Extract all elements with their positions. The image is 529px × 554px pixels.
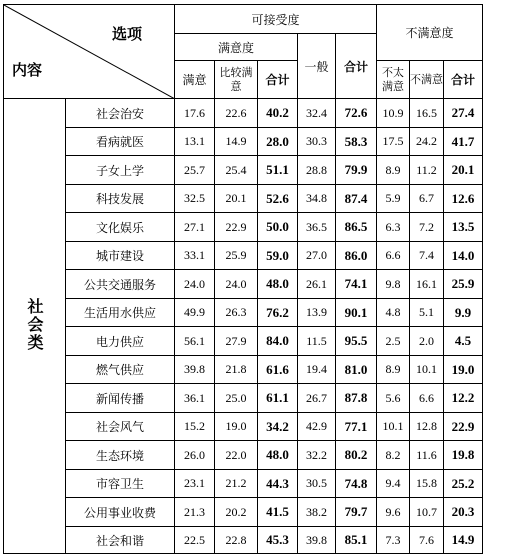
category-cell (4, 99, 66, 554)
cell-relatively-satisfied: 26.3 (215, 299, 258, 327)
cell-satisfaction-subtotal: 34.2 (258, 413, 298, 441)
cell-dissatisfied: 7.4 (410, 242, 444, 270)
cell-dissatisfied: 11.6 (410, 441, 444, 470)
cell-satisfaction-subtotal: 51.1 (258, 156, 298, 185)
item-name: 看病就医 (66, 128, 175, 156)
cell-dissatisfaction-total: 25.9 (444, 270, 483, 299)
cell-average: 30.5 (298, 470, 336, 498)
cell-not-very-satisfied: 17.5 (377, 128, 410, 156)
cell-dissatisfaction-total: 25.2 (444, 470, 483, 498)
not-very-satisfied-header: 不太满意 (377, 61, 410, 99)
item-name: 社会风气 (66, 413, 175, 441)
cell-dissatisfied: 24.2 (410, 128, 444, 156)
cell-satisfaction-subtotal: 41.5 (258, 498, 298, 527)
cell-not-very-satisfied: 9.8 (377, 270, 410, 299)
cell-satisfied: 15.2 (175, 413, 215, 441)
cell-dissatisfied: 7.6 (410, 527, 444, 554)
cell-average: 39.8 (298, 527, 336, 554)
corner-content-label: 内容 (12, 61, 43, 79)
cell-satisfaction-subtotal: 45.3 (258, 527, 298, 554)
cell-relatively-satisfied: 25.4 (215, 156, 258, 185)
cell-average: 32.4 (298, 99, 336, 128)
cell-satisfaction-subtotal: 59.0 (258, 242, 298, 270)
item-name: 燃气供应 (66, 356, 175, 384)
cell-dissatisfied: 15.8 (410, 470, 444, 498)
cell-dissatisfaction-total: 20.3 (444, 498, 483, 527)
cell-accept-total: 81.0 (336, 356, 377, 384)
table-row (4, 356, 483, 384)
cell-not-very-satisfied: 7.3 (377, 527, 410, 554)
cell-accept-total: 80.2 (336, 441, 377, 470)
cell-accept-total: 90.1 (336, 299, 377, 327)
cell-average: 11.5 (298, 327, 336, 356)
cell-not-very-satisfied: 5.9 (377, 185, 410, 213)
table-row (4, 327, 483, 356)
dissatisfaction-header: 不满意度 (377, 5, 483, 61)
cell-satisfied: 21.3 (175, 498, 215, 527)
cell-dissatisfied: 11.2 (410, 156, 444, 185)
cell-relatively-satisfied: 24.0 (215, 270, 258, 299)
cell-satisfied: 27.1 (175, 213, 215, 242)
cell-average: 27.0 (298, 242, 336, 270)
cell-relatively-satisfied: 22.9 (215, 213, 258, 242)
cell-dissatisfied: 12.8 (410, 413, 444, 441)
table-row (4, 185, 483, 213)
cell-dissatisfied: 6.7 (410, 185, 444, 213)
item-name: 新闻传播 (66, 384, 175, 413)
cell-satisfaction-subtotal: 48.0 (258, 441, 298, 470)
cell-not-very-satisfied: 8.9 (377, 356, 410, 384)
item-name: 城市建设 (66, 242, 175, 270)
cell-relatively-satisfied: 19.0 (215, 413, 258, 441)
cell-not-very-satisfied: 8.2 (377, 441, 410, 470)
cell-average: 13.9 (298, 299, 336, 327)
cell-satisfaction-subtotal: 44.3 (258, 470, 298, 498)
cell-not-very-satisfied: 5.6 (377, 384, 410, 413)
survey-table (3, 4, 483, 554)
cell-relatively-satisfied: 27.9 (215, 327, 258, 356)
corner-diagonal-line (4, 5, 175, 99)
cell-not-very-satisfied: 6.3 (377, 213, 410, 242)
cell-dissatisfied: 2.0 (410, 327, 444, 356)
cell-satisfaction-subtotal: 84.0 (258, 327, 298, 356)
cell-satisfied: 25.7 (175, 156, 215, 185)
cell-relatively-satisfied: 21.2 (215, 470, 258, 498)
cell-satisfied: 32.5 (175, 185, 215, 213)
cell-relatively-satisfied: 22.0 (215, 441, 258, 470)
average-header: 一般 (298, 34, 336, 99)
dissatisfaction-total-header: 合计 (444, 61, 483, 99)
cell-accept-total: 72.6 (336, 99, 377, 128)
cell-not-very-satisfied: 8.9 (377, 156, 410, 185)
dissatisfied-header: 不满意 (410, 61, 444, 99)
cell-satisfied: 23.1 (175, 470, 215, 498)
cell-average: 28.8 (298, 156, 336, 185)
cell-satisfaction-subtotal: 61.1 (258, 384, 298, 413)
cell-relatively-satisfied: 25.9 (215, 242, 258, 270)
cell-satisfied: 24.0 (175, 270, 215, 299)
cell-not-very-satisfied: 9.6 (377, 498, 410, 527)
cell-accept-total: 87.8 (336, 384, 377, 413)
cell-dissatisfied: 10.7 (410, 498, 444, 527)
cell-average: 26.1 (298, 270, 336, 299)
cell-satisfaction-subtotal: 50.0 (258, 213, 298, 242)
cell-accept-total: 58.3 (336, 128, 377, 156)
cell-not-very-satisfied: 2.5 (377, 327, 410, 356)
table-row (4, 128, 483, 156)
cell-dissatisfaction-total: 14.9 (444, 527, 483, 554)
item-name: 科技发展 (66, 185, 175, 213)
cell-dissatisfied: 16.1 (410, 270, 444, 299)
cell-dissatisfied: 16.5 (410, 99, 444, 128)
table-row (4, 470, 483, 498)
cell-accept-total: 79.9 (336, 156, 377, 185)
cell-accept-total: 87.4 (336, 185, 377, 213)
table-row (4, 213, 483, 242)
cell-satisfaction-subtotal: 48.0 (258, 270, 298, 299)
cell-dissatisfaction-total: 41.7 (444, 128, 483, 156)
satisfaction-degree-header: 满意度 (175, 34, 298, 61)
cell-accept-total: 86.0 (336, 242, 377, 270)
cell-dissatisfaction-total: 13.5 (444, 213, 483, 242)
cell-dissatisfaction-total: 19.8 (444, 441, 483, 470)
table-row (4, 156, 483, 185)
table-row (4, 242, 483, 270)
cell-relatively-satisfied: 20.2 (215, 498, 258, 527)
satisfied-header: 满意 (175, 61, 215, 99)
corner-option-label: 选项 (111, 25, 142, 43)
cell-average: 36.5 (298, 213, 336, 242)
cell-average: 26.7 (298, 384, 336, 413)
cell-dissatisfied: 5.1 (410, 299, 444, 327)
cell-dissatisfied: 10.1 (410, 356, 444, 384)
cell-dissatisfaction-total: 4.5 (444, 327, 483, 356)
cell-satisfied: 56.1 (175, 327, 215, 356)
item-name: 社会和谐 (66, 527, 175, 554)
cell-accept-total: 77.1 (336, 413, 377, 441)
cell-average: 19.4 (298, 356, 336, 384)
cell-relatively-satisfied: 22.8 (215, 527, 258, 554)
cell-not-very-satisfied: 10.1 (377, 413, 410, 441)
cell-dissatisfied: 7.2 (410, 213, 444, 242)
cell-not-very-satisfied: 10.9 (377, 99, 410, 128)
cell-accept-total: 86.5 (336, 213, 377, 242)
cell-relatively-satisfied: 21.8 (215, 356, 258, 384)
table-row (4, 498, 483, 527)
cell-satisfied: 13.1 (175, 128, 215, 156)
cell-satisfied: 49.9 (175, 299, 215, 327)
item-name: 生态环境 (66, 441, 175, 470)
item-name: 电力供应 (66, 327, 175, 356)
item-name: 公用事业收费 (66, 498, 175, 527)
cell-dissatisfaction-total: 22.9 (444, 413, 483, 441)
cell-dissatisfaction-total: 12.6 (444, 185, 483, 213)
cell-satisfaction-subtotal: 40.2 (258, 99, 298, 128)
cell-not-very-satisfied: 9.4 (377, 470, 410, 498)
cell-accept-total: 74.8 (336, 470, 377, 498)
cell-accept-total: 85.1 (336, 527, 377, 554)
header-corner-cell (4, 5, 175, 99)
cell-accept-total: 79.7 (336, 498, 377, 527)
cell-average: 38.2 (298, 498, 336, 527)
cell-dissatisfaction-total: 12.2 (444, 384, 483, 413)
cell-satisfaction-subtotal: 61.6 (258, 356, 298, 384)
cell-average: 34.8 (298, 185, 336, 213)
cell-satisfied: 33.1 (175, 242, 215, 270)
cell-satisfied: 26.0 (175, 441, 215, 470)
item-name: 社会治安 (66, 99, 175, 128)
cell-satisfied: 17.6 (175, 99, 215, 128)
table-row (4, 270, 483, 299)
cell-satisfied: 22.5 (175, 527, 215, 554)
cell-accept-total: 95.5 (336, 327, 377, 356)
cell-relatively-satisfied: 22.6 (215, 99, 258, 128)
satisfaction-subtotal-header: 合计 (258, 61, 298, 99)
cell-dissatisfaction-total: 19.0 (444, 356, 483, 384)
cell-relatively-satisfied: 20.1 (215, 185, 258, 213)
table-row (4, 527, 483, 554)
cell-dissatisfaction-total: 20.1 (444, 156, 483, 185)
cell-satisfaction-subtotal: 52.6 (258, 185, 298, 213)
cell-satisfaction-subtotal: 76.2 (258, 299, 298, 327)
category-label: 社会类 (25, 297, 44, 352)
table-row (4, 384, 483, 413)
item-name: 文化娱乐 (66, 213, 175, 242)
table-row (4, 441, 483, 470)
acceptability-header: 可接受度 (175, 5, 377, 34)
cell-satisfied: 39.8 (175, 356, 215, 384)
cell-dissatisfied: 6.6 (410, 384, 444, 413)
cell-average: 30.3 (298, 128, 336, 156)
item-name: 生活用水供应 (66, 299, 175, 327)
cell-satisfaction-subtotal: 28.0 (258, 128, 298, 156)
table-row (4, 299, 483, 327)
cell-relatively-satisfied: 25.0 (215, 384, 258, 413)
table-row (4, 99, 483, 128)
cell-not-very-satisfied: 4.8 (377, 299, 410, 327)
cell-accept-total: 74.1 (336, 270, 377, 299)
relatively-satisfied-header: 比较满意 (215, 61, 258, 99)
item-name: 公共交通服务 (66, 270, 175, 299)
item-name: 市容卫生 (66, 470, 175, 498)
cell-dissatisfaction-total: 27.4 (444, 99, 483, 128)
accept-total-header: 合计 (336, 34, 377, 99)
cell-satisfied: 36.1 (175, 384, 215, 413)
table-row (4, 413, 483, 441)
cell-average: 42.9 (298, 413, 336, 441)
cell-not-very-satisfied: 6.6 (377, 242, 410, 270)
cell-dissatisfaction-total: 9.9 (444, 299, 483, 327)
item-name: 子女上学 (66, 156, 175, 185)
cell-dissatisfaction-total: 14.0 (444, 242, 483, 270)
cell-average: 32.2 (298, 441, 336, 470)
cell-relatively-satisfied: 14.9 (215, 128, 258, 156)
